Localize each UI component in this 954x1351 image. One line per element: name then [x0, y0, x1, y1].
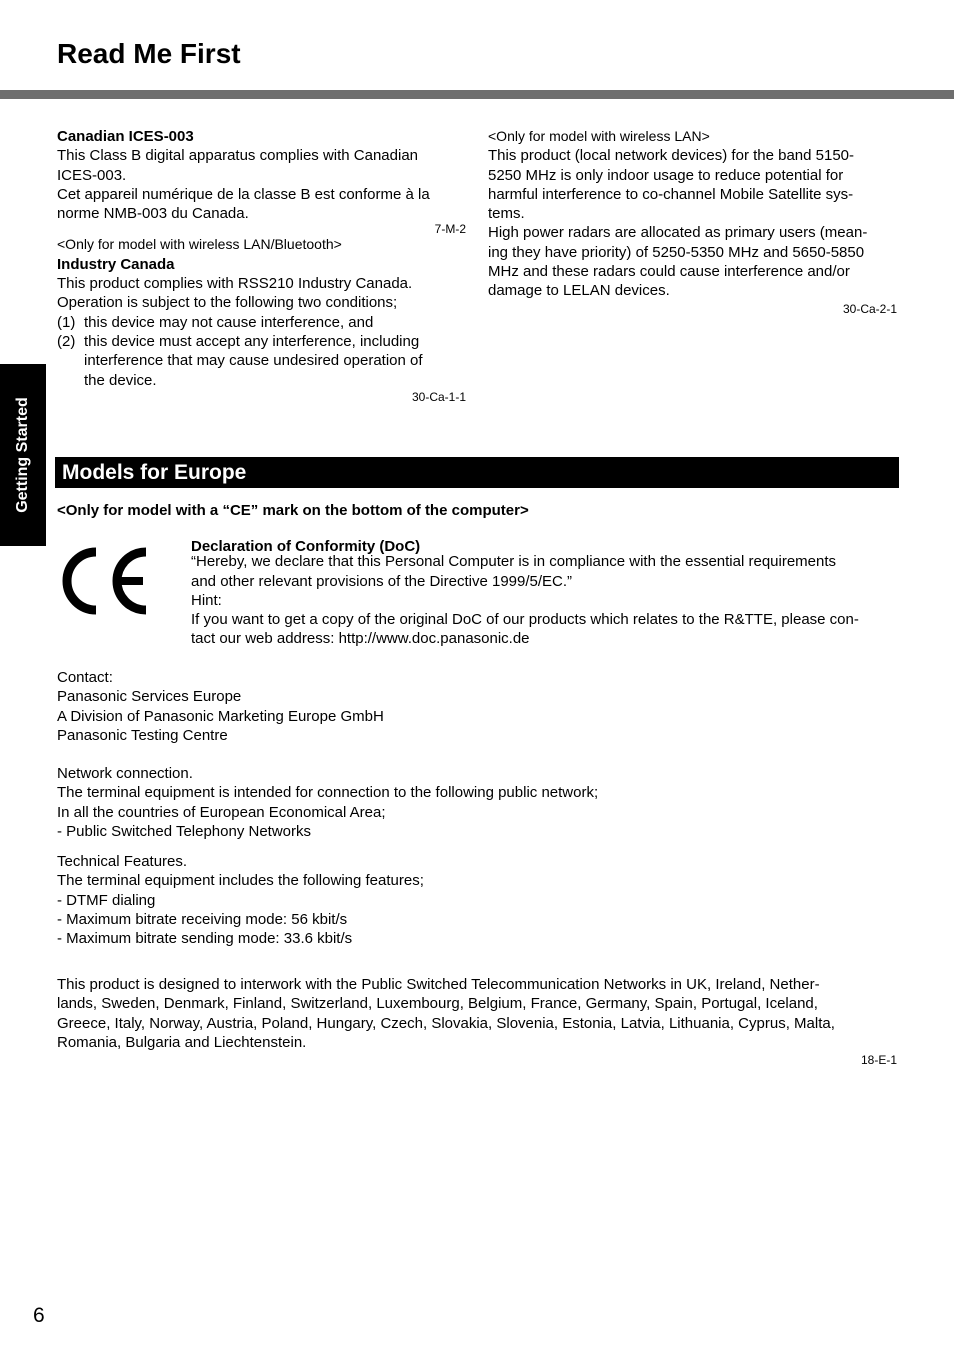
features-line: - Maximum bitrate receiving mode: 56 kbit/s	[57, 910, 348, 928]
wlan-note: <Only for model with wireless LAN>	[488, 128, 710, 144]
wlan-line: MHz and these radars could cause interference and/or	[488, 263, 850, 281]
canada-line: ICES-003.	[57, 166, 127, 184]
network-block	[57, 764, 902, 841]
wlan-code: 30-Ca-2-1	[842, 301, 897, 316]
canada-line: Cet appareil numérique de la classe B est conforme à la	[57, 185, 430, 203]
contact-block	[57, 668, 902, 745]
interwork-block	[57, 975, 902, 1052]
right-column	[488, 127, 897, 317]
doc-block	[191, 537, 901, 649]
condition-item	[57, 332, 466, 390]
wlan-bt-note: <Only for model with wireless LAN/Bluetooth>	[57, 236, 342, 253]
condition-number: (2)	[57, 332, 76, 350]
wlan-line: This product (local network devices) for the band 5150-	[488, 147, 855, 165]
industry-line: This product complies with RSS210 Industry Canada.	[57, 275, 413, 293]
wlan-line: 5250 MHz is only indoor usage to reduce potential for	[488, 166, 844, 184]
contact-line: Panasonic Testing Centre	[57, 726, 228, 744]
condition-line: this device must accept any interference, including	[84, 332, 420, 350]
header-rule	[0, 90, 954, 99]
contact-line: Contact:	[57, 669, 113, 686]
side-tab	[0, 364, 46, 546]
industry-code: 30-Ca-1-1	[411, 389, 466, 404]
network-line: - Public Switched Telephony Networks	[57, 822, 312, 840]
features-line: - Maximum bitrate sending mode: 33.6 kbit/s	[57, 930, 353, 948]
doc-heading: Declaration of Conformity (DoC)	[191, 538, 421, 555]
section-title-europe: Models for Europe	[55, 457, 899, 488]
doc-line: “Hereby, we declare that this Personal Computer is in compliance with the essential requirements	[191, 553, 837, 571]
industry-heading: Industry Canada	[57, 255, 175, 273]
left-column	[57, 127, 466, 405]
page-title: Read Me First	[57, 38, 241, 69]
doc-line: tact our web address: http://www.doc.panasonic.de	[191, 630, 530, 648]
ce-note: <Only for model with a “CE” mark on the bottom of the computer>	[57, 502, 529, 519]
features-line: The terminal equipment includes the following features;	[57, 872, 424, 890]
canada-line: This Class B digital apparatus complies with Canadian	[57, 147, 419, 165]
doc-line: and other relevant provisions of the Directive 1999/5/EC.”	[191, 572, 573, 590]
network-line: The terminal equipment is intended for connection to the following public network;	[57, 784, 599, 802]
condition-line: the device.	[84, 371, 157, 389]
ce-mark-icon	[60, 543, 152, 619]
network-line: Network connection.	[57, 765, 193, 782]
industry-line: Operation is subject to the following two conditions;	[57, 294, 398, 312]
wlan-line: ing they have priority) of 5250-5350 MHz and 5650-5850	[488, 243, 865, 261]
page-number: 6	[33, 1304, 45, 1327]
features-line: Technical Features.	[57, 853, 188, 870]
canada-code: 7-M-2	[434, 222, 466, 237]
wlan-line: High power radars are allocated as primary users (mean-	[488, 224, 868, 242]
interwork-line: Greece, Italy, Norway, Austria, Poland, Hungary, Czech, Slovakia, Slovenia, Estonia, Latvia, Lithuania, Cyprus, Malta,	[57, 1014, 835, 1032]
canada-heading: Canadian ICES-003	[57, 128, 194, 145]
features-line: - DTMF dialing	[57, 891, 156, 909]
wlan-line: tems.	[488, 205, 525, 223]
side-tab-label: Getting Started	[14, 397, 31, 513]
network-line: In all the countries of European Economical Area;	[57, 803, 386, 821]
wlan-line: damage to LELAN devices.	[488, 282, 670, 300]
europe-code: 18-E-1	[860, 1053, 897, 1067]
doc-line: If you want to get a copy of the original DoC of our products which relates to the R&TTE, please con-	[191, 611, 859, 629]
condition-line: interference that may cause undesired operation of	[84, 352, 423, 370]
contact-line: Panasonic Services Europe	[57, 688, 242, 706]
interwork-line: Romania, Bulgaria and Liechtenstein.	[57, 1033, 307, 1051]
canada-line: norme NMB-003 du Canada.	[57, 205, 249, 223]
condition-item	[57, 313, 466, 332]
condition-number: (1)	[57, 313, 76, 331]
interwork-line: This product is designed to interwork with the Public Switched Telecommunication Networks in UK, Ireland, Nether-	[57, 976, 820, 993]
features-block	[57, 852, 902, 948]
condition-line: this device may not cause interference, and	[84, 313, 374, 331]
wlan-line: harmful interference to co-channel Mobile Satellite sys-	[488, 185, 854, 203]
interwork-line: lands, Sweden, Denmark, Finland, Switzerland, Luxembourg, Belgium, France, Germany, Spain, Portugal, Iceland,	[57, 995, 818, 1013]
contact-line: A Division of Panasonic Marketing Europe GmbH	[57, 707, 384, 725]
doc-line: Hint:	[191, 591, 222, 609]
